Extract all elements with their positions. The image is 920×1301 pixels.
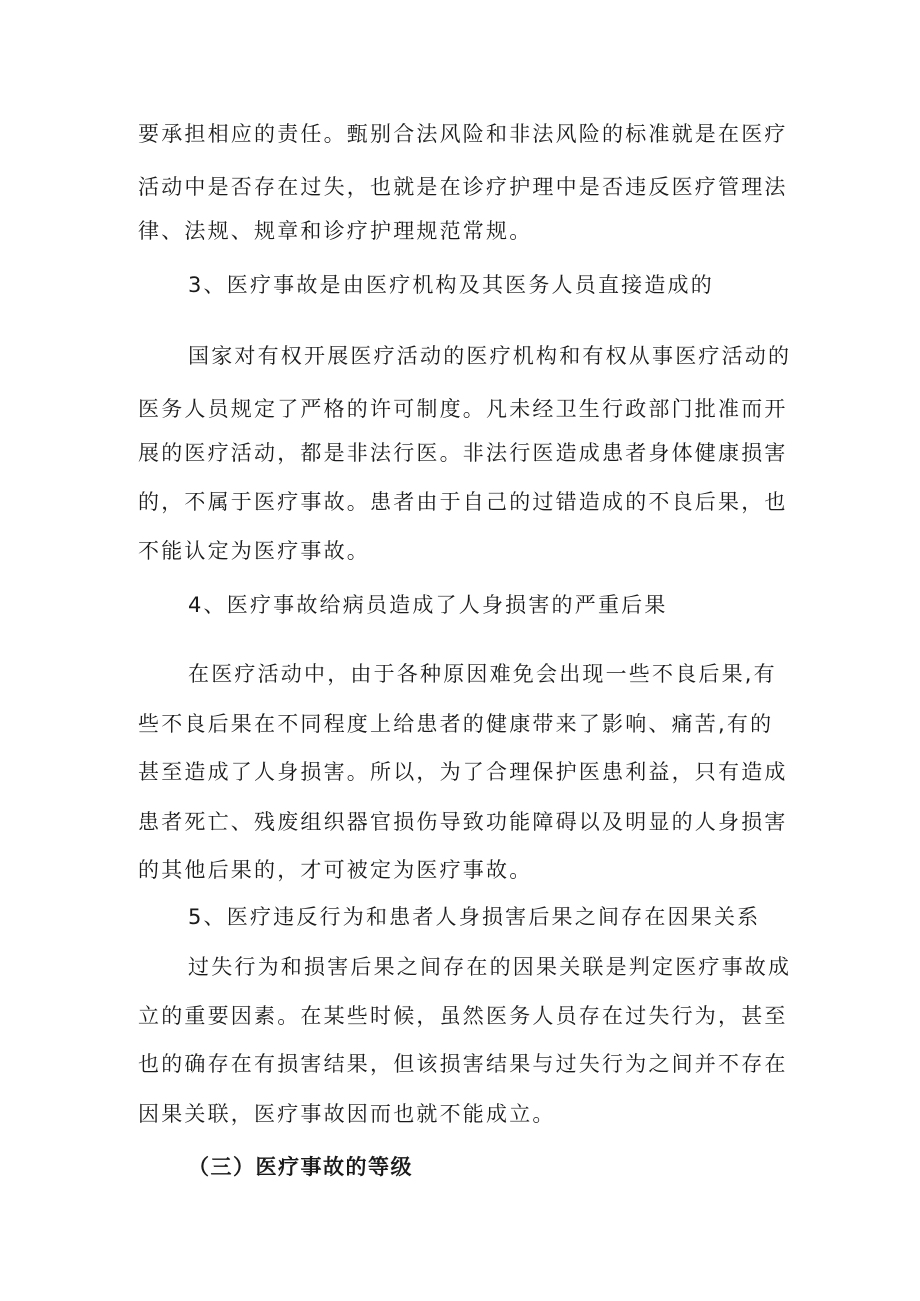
paragraph-line: 不能认定为医疗事故。 <box>138 539 370 563</box>
item-3-heading: 3、医疗事故是由医疗机构及其医务人员直接造成的 <box>188 273 714 297</box>
item-5-heading: 5、医疗违反行为和患者人身损害后果之间存在因果关系 <box>188 905 761 929</box>
paragraph-line: 的其他后果的，才可被定为医疗事故。 <box>138 858 533 882</box>
paragraph-line: 因果关联，医疗事故因而也就不能成立。 <box>138 1102 556 1126</box>
section-heading: （三）医疗事故的等级 <box>188 1155 413 1179</box>
paragraph-line: 活动中是否存在过失，也就是在诊疗护理中是否违反医疗管理法 <box>138 175 788 199</box>
paragraph-line: 律、法规、规章和诊疗护理规范常规。 <box>138 219 533 243</box>
paragraph-line: 的，不属于医疗事故。患者由于自己的过错造成的不良后果，也 <box>138 490 788 514</box>
paragraph-line: 展的医疗活动，都是非法行医。非法行医造成患者身体健康损害 <box>138 441 788 465</box>
paragraph-line: 也的确存在有损害结果，但该损害结果与过失行为之间并不存在 <box>138 1052 788 1076</box>
paragraph-line: 甚至造成了人身损害。所以，为了合理保护医患利益，只有造成 <box>138 760 788 784</box>
paragraph-line: 些不良后果在不同程度上给患者的健康带来了影响、痛苦,有的 <box>138 712 774 736</box>
paragraph-line: 在医疗活动中，由于各种原因难免会出现一些不良后果,有 <box>188 662 777 686</box>
paragraph-line: 立的重要因素。在某些时候，虽然医务人员存在过失行为，甚至 <box>138 1004 788 1028</box>
paragraph-line: 要承担相应的责任。甄别合法风险和非法风险的标准就是在医疗 <box>138 122 788 146</box>
paragraph-line: 过失行为和损害后果之间存在的因果关联是判定医疗事故成 <box>188 955 792 979</box>
paragraph-line: 国家对有权开展医疗活动的医疗机构和有权从事医疗活动的 <box>188 344 792 368</box>
paragraph-line: 患者死亡、残废组织器官损伤导致功能障碍以及明显的人身损害 <box>138 810 788 834</box>
paragraph-line: 医务人员规定了严格的许可制度。凡未经卫生行政部门批准而开 <box>138 397 788 421</box>
item-4-heading: 4、医疗事故给病员造成了人身损害的严重后果 <box>188 593 668 617</box>
